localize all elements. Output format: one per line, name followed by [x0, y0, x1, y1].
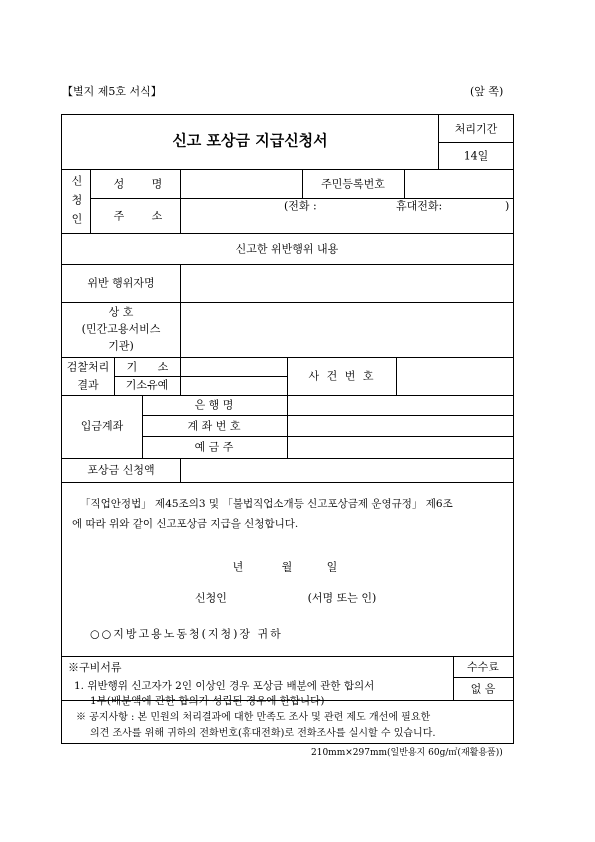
prosecution-label-2: 결과: [77, 378, 99, 392]
business-name-label-3: 기관): [108, 339, 134, 353]
notice-line-2: 의견 조사를 위해 귀하의 전화번호(휴대전화)로 전화조사를 실시할 수 있습니다.: [90, 728, 436, 739]
name-label-2: 명: [151, 177, 163, 191]
form-number-label: 【별지 제5호 서식】: [62, 85, 162, 98]
account-number-label: 계 좌 번 호: [187, 419, 241, 433]
required-documents-title: ※구비서류: [68, 661, 122, 674]
phone-label: (전화 :: [284, 199, 317, 213]
address-label-2: 소: [151, 209, 163, 223]
violation-section-title: 신고한 위반행위 내용: [235, 242, 339, 256]
mobile-label: 휴대전화:: [396, 199, 443, 213]
addressee: ○○지방고용노동청(지청)장 귀하: [90, 627, 283, 641]
applicant-signature-label: 신청인: [195, 591, 227, 605]
prosecution-label-1: 검찰처리: [66, 360, 110, 374]
account-label: 입금계좌: [80, 419, 124, 433]
date-month-label: 월: [281, 560, 293, 574]
address-label-1: 주: [113, 209, 125, 223]
business-name-label-1: 상 호: [108, 305, 134, 319]
indictment-field[interactable]: [184, 360, 282, 374]
business-name-label-2: (민간고용서비스: [81, 322, 161, 336]
processing-period-value: 14일: [463, 149, 489, 163]
account-holder-label: 예 금 주: [194, 440, 234, 454]
rrn-label: 주민등록번호: [321, 177, 385, 191]
statement-line-2: 에 따라 위와 같이 신고포상금 지급을 신청합니다.: [72, 518, 299, 530]
case-number-label: 사 건 번 호: [308, 369, 376, 383]
applicant-group-label-2: 청: [71, 193, 83, 207]
required-document-item-line-1: 1. 위반행위 신고자가 2인 이상인 경우 포상금 배분에 관한 합의서: [74, 680, 375, 692]
bank-name-field[interactable]: [291, 398, 509, 412]
date-year-label: 년: [232, 560, 244, 574]
suspended-indictment-field[interactable]: [184, 379, 282, 393]
page-side-label: (앞 쪽): [470, 85, 504, 98]
applicant-group-label-1: 신: [71, 174, 83, 188]
indictment-label-2: 소: [157, 360, 169, 374]
notice-line-1: ※ 공지사항 : 본 민원의 처리결과에 대한 만족도 조사 및 관련 제도 개선에 필요한: [76, 712, 431, 723]
phone-close-paren: ): [505, 199, 510, 213]
processing-period-label: 처리기간: [454, 122, 498, 136]
account-number-field[interactable]: [291, 419, 509, 433]
violator-name-label: 위반 행위자명: [87, 276, 155, 290]
form-title: 신고 포상금 지급신청서: [172, 131, 328, 150]
suspended-indictment-label: 기소유예: [125, 378, 169, 392]
date-day-label: 일: [326, 560, 338, 574]
paper-size-footer: 210mm×297mm(일반용지 60g/㎡(재활용품)): [311, 748, 503, 758]
signature-instruction: (서명 또는 인): [307, 591, 377, 605]
applicant-group-label-3: 인: [71, 212, 83, 226]
required-document-item-line-2: 1부(배분액에 관한 합의가 성립된 경우에 한합니다): [90, 695, 325, 707]
fee-label: 수수료: [467, 660, 499, 674]
name-label-1: 성: [113, 177, 125, 191]
account-holder-field[interactable]: [291, 440, 509, 454]
fee-value: 없 음: [470, 682, 496, 696]
indictment-label-1: 기: [126, 360, 138, 374]
bank-name-label: 은 행 명: [194, 398, 234, 412]
reward-amount-label: 포상금 신청액: [87, 463, 155, 477]
statement-line-1: 「직업안정법」 제45조의3 및 「불법직업소개등 신고포상금제 운영규정」 제6조: [80, 498, 453, 510]
